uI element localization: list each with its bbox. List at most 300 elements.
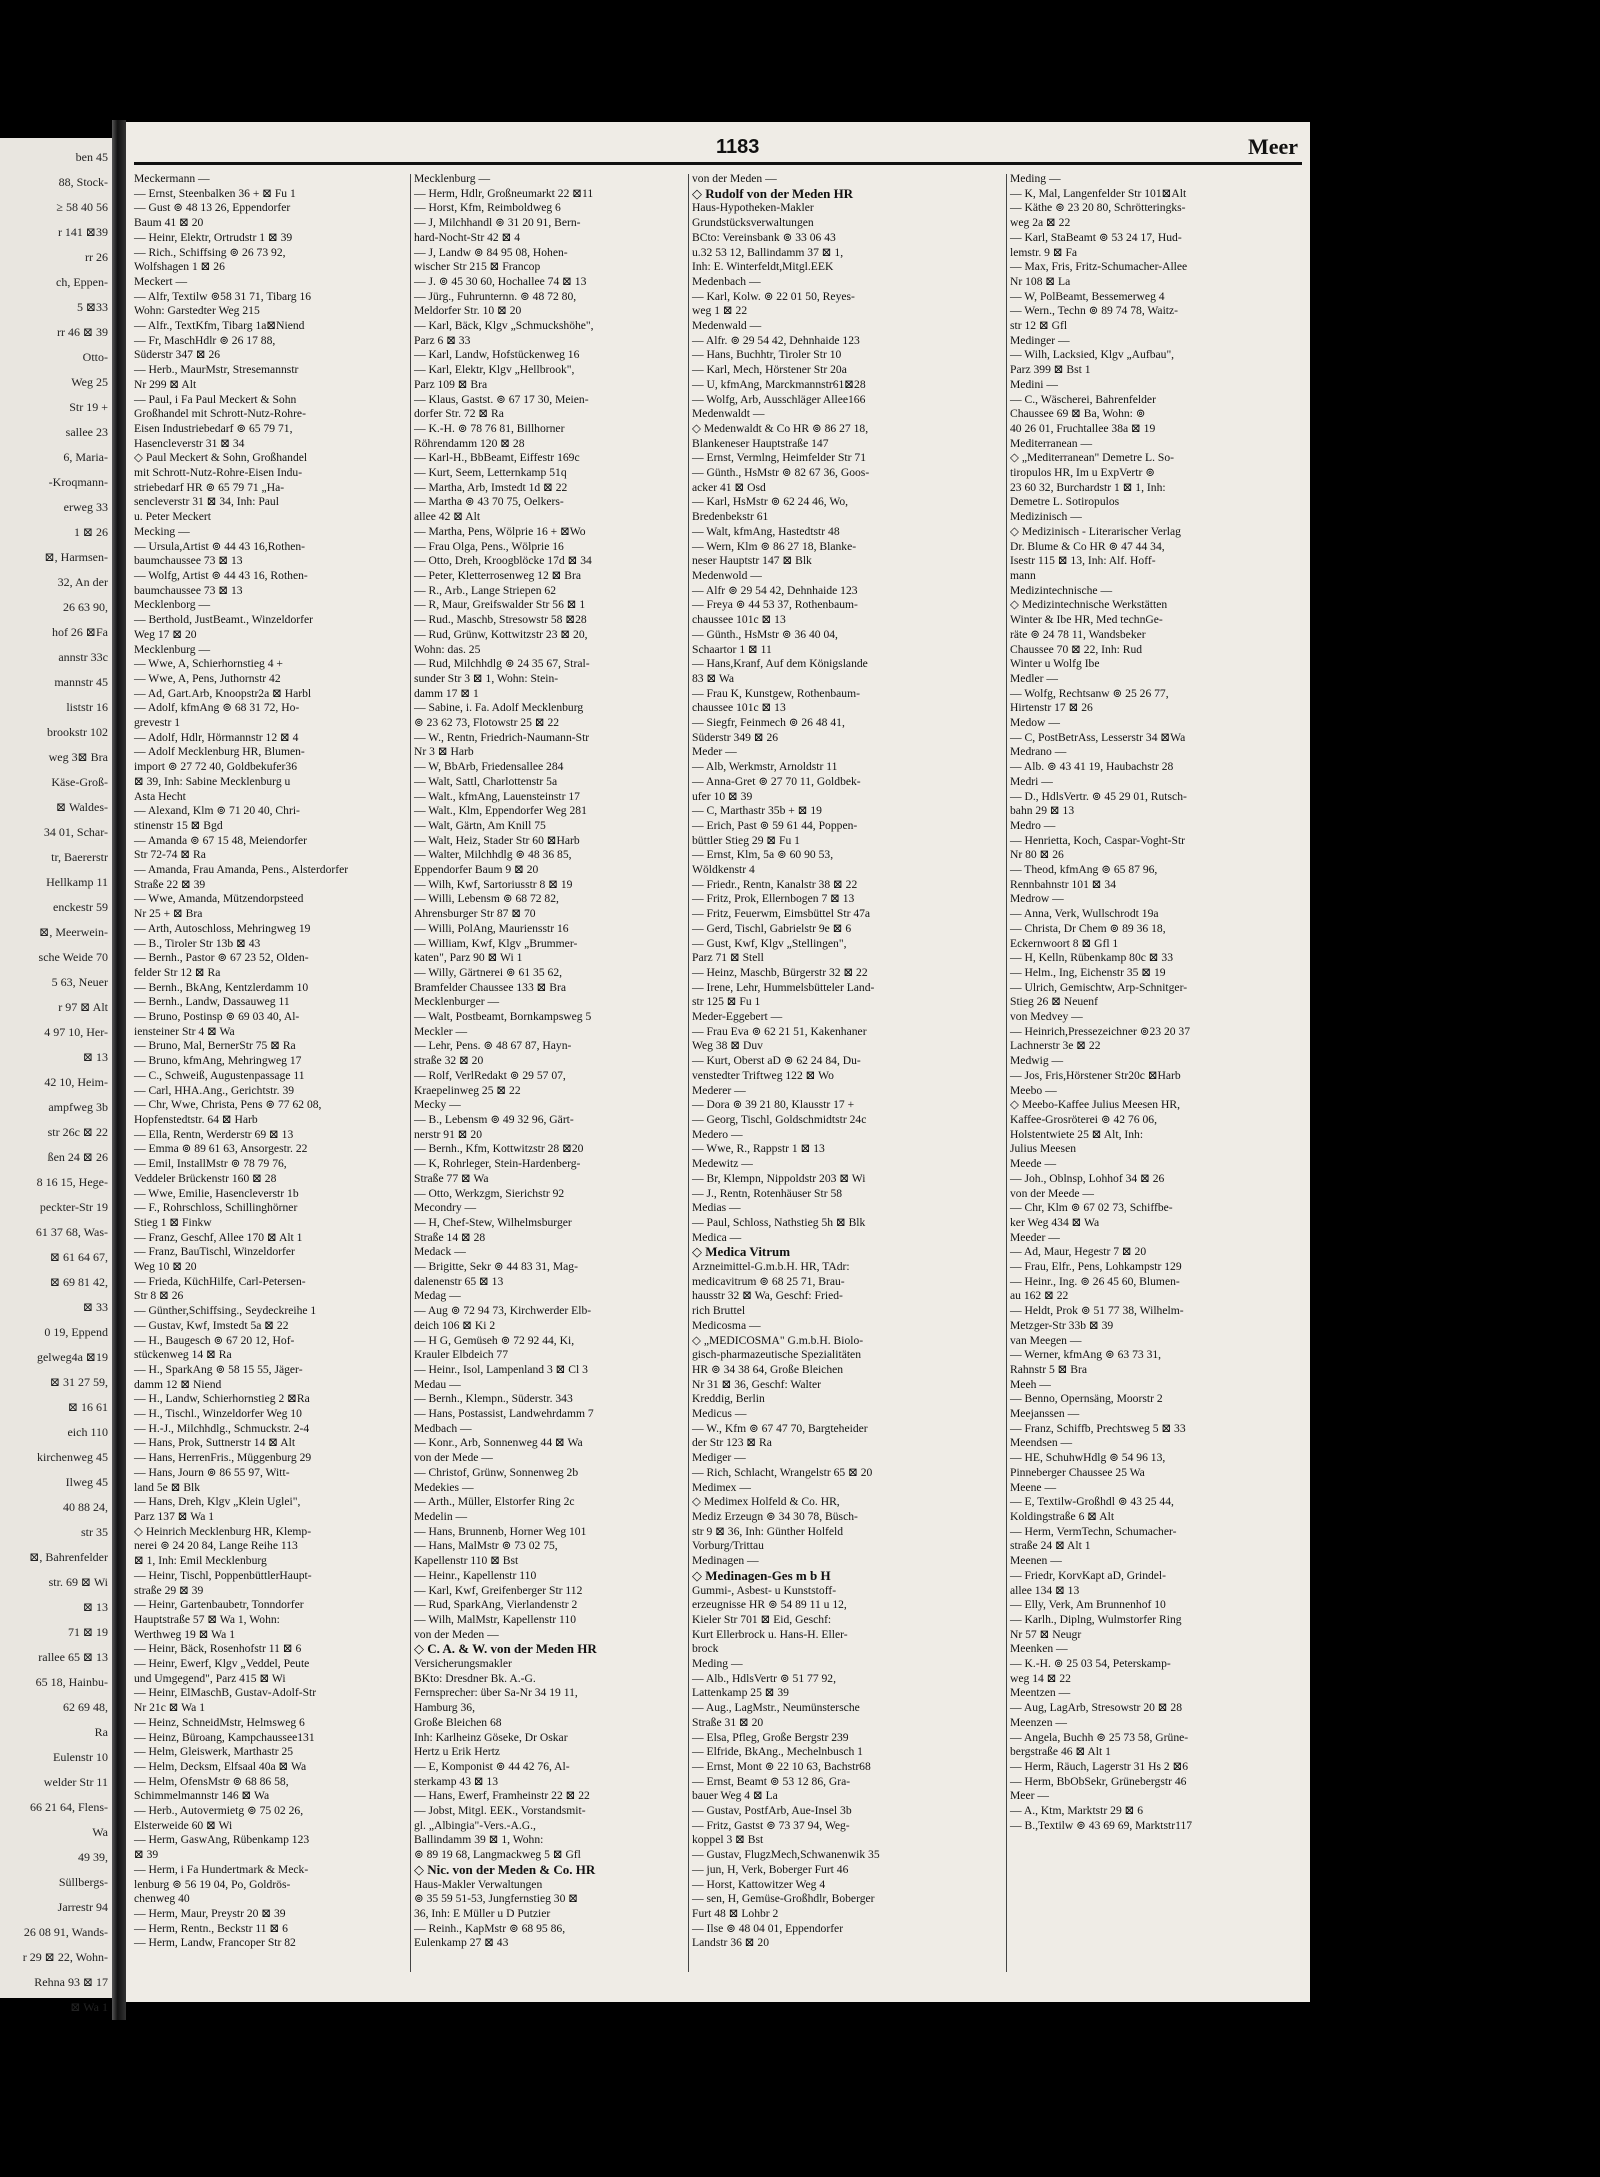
directory-entry: — U, kfmAng, Marckmannstr61⊠28 <box>692 377 866 391</box>
directory-entry: — Helm, Gleiswerk, Marthastr 25 <box>134 1745 294 1759</box>
scan-background <box>1310 0 1600 2177</box>
directory-entry: — C, Marthastr 35b + ⊠ 19 <box>692 804 822 818</box>
directory-entry: — Ad, Maur, Hegestr 7 ⊠ 20 <box>1010 1245 1147 1259</box>
previous-page-fragment: ⊠, Harmsen- <box>44 550 108 564</box>
directory-entry: — Horst, Kfm, Reimboldweg 6 <box>414 201 561 215</box>
directory-entry: — Walt, Postbeamt, Bornkampsweg 5 <box>414 1010 592 1024</box>
directory-entry: Medenwold — <box>692 568 762 582</box>
directory-entry: — Frau, Elfr., Pens, Lohkampstr 129 <box>1010 1260 1182 1274</box>
directory-entry: — Herb., Autovermietg ⊚ 75 02 26, <box>134 1804 304 1818</box>
directory-entry: — Wolfg, Rechtsanw ⊚ 25 26 77, <box>1010 686 1169 700</box>
directory-entry: Meckler — <box>414 1024 468 1038</box>
directory-entry: — Irene, Lehr, Hummelsbütteler Land- <box>692 980 875 994</box>
previous-page-fragment: gelweg4a ⊠19 <box>36 1350 108 1364</box>
previous-page-fragment: r 29 ⊠ 22, Wohn- <box>22 1950 108 1964</box>
directory-entry: — Herm, Maur, Preystr 20 ⊠ 39 <box>134 1906 286 1920</box>
previous-page-fragment: welder Str 11 <box>43 1775 108 1789</box>
page-number: 1183 <box>716 136 760 158</box>
directory-entry: — Heinz, Maschb, Bürgerstr 32 ⊠ 22 <box>692 965 868 979</box>
directory-entry: str 9 ⊠ 36, Inh: Günther Holfeld <box>692 1524 844 1538</box>
directory-entry: — Rud, Milchhdlg ⊚ 24 35 67, Stral- <box>414 657 590 671</box>
directory-entry: — Max, Fris, Fritz-Schumacher-Allee <box>1010 260 1188 274</box>
previous-page-fragment: ⊠ 61 64 67, <box>49 1250 108 1264</box>
directory-entry: — Willi, PolAng, Mauriensstr 16 <box>414 921 569 935</box>
previous-page-fragment: ampfweg 3b <box>48 1100 108 1114</box>
directory-entry: — Aug, LagArb, Stresowstr 20 ⊠ 28 <box>1010 1701 1183 1715</box>
directory-entry: — Hans, Prok, Suttnerstr 14 ⊠ Alt <box>134 1436 296 1450</box>
previous-page-fragment: 32, An der <box>57 575 108 589</box>
page-header <box>126 132 1310 162</box>
directory-entry: — Emil, InstallMstr ⊚ 78 79 76, <box>134 1157 287 1171</box>
directory-entry: — D., HdlsVertr. ⊚ 45 29 01, Rutsch- <box>1010 789 1187 803</box>
directory-entry: — Frau K, Kunstgew, Rothenbaum- <box>692 686 860 700</box>
directory-entry: stinenstr 15 ⊠ Bgd <box>134 818 223 832</box>
directory-entry: Kraepelinweg 25 ⊠ 22 <box>414 1083 521 1097</box>
directory-entry: Weg 17 ⊠ 20 <box>134 627 197 641</box>
directory-entry: Stieg 1 ⊠ Finkw <box>134 1215 212 1229</box>
directory-entry: Kurt Ellerbrock u. Hans-H. Eller- <box>692 1627 848 1641</box>
directory-entry: — Heinr., Kapellenstr 110 <box>414 1568 537 1582</box>
directory-entry: — Friedr., Rentn, Kanalstr 38 ⊠ 22 <box>692 877 858 891</box>
directory-entry: Medri — <box>1010 774 1053 788</box>
directory-entry: — Aug., LagMstr., Neumünstersche <box>692 1701 860 1715</box>
directory-entry: Medekies — <box>414 1480 474 1494</box>
directory-entry: von der Mede — <box>414 1451 493 1465</box>
previous-page-fragment: Weg 25 <box>71 375 108 389</box>
directory-entry: Medizintechnische — <box>1010 583 1113 597</box>
directory-entry: van Meegen — <box>1010 1333 1082 1347</box>
directory-entry: — Gustav, Kwf, Imstedt 5a ⊠ 22 <box>134 1318 289 1332</box>
directory-entry: — Wolfg, Arb, Ausschläger Allee166 <box>692 392 866 406</box>
directory-entry: — Christof, Grünw, Sonnenweg 2b <box>414 1465 579 1479</box>
directory-entry: — Günther,Schiffsing., Seydeckreihe 1 <box>134 1304 317 1318</box>
directory-entry: Chaussee 69 ⊠ Ba, Wohn: ⊚ <box>1010 407 1146 421</box>
directory-entry: allee 42 ⊠ Alt <box>414 510 481 524</box>
directory-entry: Rennbahnstr 101 ⊠ 34 <box>1010 877 1116 891</box>
directory-entry: Wolfshagen 1 ⊠ 26 <box>134 260 225 274</box>
previous-page-fragment: ch, Eppen- <box>56 275 108 289</box>
directory-entry: Medbach — <box>414 1421 472 1435</box>
directory-entry: — Wwe, Amanda, Mützendorpsteed <box>134 892 304 906</box>
directory-entry: Medow — <box>1010 716 1060 730</box>
directory-entry: Hirtenstr 17 ⊠ 26 <box>1010 701 1093 715</box>
directory-entry: — Herm, i Fa Hundertmark & Meck- <box>134 1862 309 1876</box>
directory-entry: — H., SparkAng ⊚ 58 15 55, Jäger- <box>134 1362 303 1376</box>
directory-entry: Fernsprecher: über Sa-Nr 34 19 11, <box>414 1686 578 1700</box>
directory-entry: Medizinisch — <box>1010 510 1082 524</box>
previous-page-fragment: Otto- <box>82 350 108 364</box>
directory-entry: — B., Lebensm ⊚ 49 32 96, Gärt- <box>414 1113 574 1126</box>
directory-entry: Eckernwoort 8 ⊠ Gfl 1 <box>1010 936 1119 950</box>
directory-entry: hard-Nocht-Str 42 ⊠ 4 <box>414 230 520 244</box>
directory-entry: — Elly, Verk, Am Brunnenhof 10 <box>1010 1598 1166 1612</box>
previous-page-fragment: ßen 24 ⊠ 26 <box>47 1150 108 1164</box>
directory-entry: Mecondry — <box>414 1201 477 1215</box>
directory-entry: Meding — <box>1010 172 1061 185</box>
directory-entry: Nr 31 ⊠ 36, Geschf: Walter <box>692 1377 821 1391</box>
previous-page-fragment: r 97 ⊠ Alt <box>58 1000 108 1014</box>
directory-entry: — Chr, Klm ⊚ 67 02 73, Schiffbe- <box>1010 1201 1173 1215</box>
directory-entry: — Otto, Dreh, Kroogblöcke 17d ⊠ 34 <box>414 554 592 568</box>
directory-entry: — R., Arb., Lange Striepen 62 <box>414 583 557 597</box>
directory-entry: sunder Str 3 ⊠ 1, Wohn: Stein- <box>414 671 559 685</box>
directory-entry: bahn 29 ⊠ 13 <box>1010 804 1075 818</box>
previous-page-fragment: r 141 ⊠39 <box>57 225 108 239</box>
directory-entry: Medicus — <box>692 1407 747 1421</box>
previous-page-fragment: 6, Maria- <box>63 450 108 464</box>
directory-entry: — B., Tiroler Str 13b ⊠ 43 <box>134 936 261 950</box>
directory-entry: — J., Rentn, Rotenhäuser Str 58 <box>692 1186 843 1200</box>
directory-entry: — Kurt, Seem, Letternkamp 51q <box>414 466 567 480</box>
previous-page-fragment: 62 69 48, <box>63 1700 108 1714</box>
previous-page-fragment: annstr 33c <box>58 650 108 664</box>
directory-entry: — Alfr ⊚ 29 54 42, Dehnhaide 123 <box>692 583 858 597</box>
directory-entry: — Herm, Rentn., Beckstr 11 ⊠ 6 <box>134 1921 288 1935</box>
directory-entry: — Bruno, Mal, BernerStr 75 ⊠ Ra <box>134 1039 296 1053</box>
directory-entry: — Berthold, JustBeamt., Winzeldorfer <box>134 613 313 627</box>
directory-entry: Meder-Eggebert — <box>692 1010 783 1024</box>
directory-entry: Meldorfer Str. 10 ⊠ 20 <box>414 304 522 318</box>
directory-entry: Medenwald — <box>692 319 762 333</box>
directory-entry: — Alb. ⊚ 43 41 19, Haubachstr 28 <box>1010 760 1174 774</box>
directory-entry: Nr 25 + ⊠ Bra <box>134 907 203 921</box>
directory-entry: damm 17 ⊠ 1 <box>414 686 479 700</box>
directory-entry: nerstr 91 ⊠ 20 <box>414 1127 482 1141</box>
column-4 <box>1010 172 1310 1833</box>
directory-entry: — Heinr., Isol, Lampenland 3 ⊠ Cl 3 <box>414 1362 588 1376</box>
directory-entry: Medinagen — <box>692 1554 759 1568</box>
directory-entry: büttler Stieg 29 ⊠ Fu 1 <box>692 833 800 847</box>
directory-entry: — Rud., Maschb, Stresowstr 58 ⊠28 <box>414 613 587 627</box>
directory-entry: — Bernh., BkAng, Kentzlerdamm 10 <box>134 980 309 994</box>
directory-entry: — Wwe, A, Pens, Juthornstr 42 <box>134 671 281 685</box>
directory-entry: allee 134 ⊠ 13 <box>1010 1583 1080 1597</box>
directory-entry: ◇ Heinrich Mecklenburg HR, Klemp- <box>134 1524 312 1538</box>
directory-entry: Furt 48 ⊠ Lohbr 2 <box>692 1906 779 1920</box>
directory-entry: — Fritz, Gastst ⊚ 73 37 94, Weg- <box>692 1818 850 1832</box>
previous-page-fragment: 1 ⊠ 26 <box>73 525 108 539</box>
directory-entry: — Fritz, Prok, Ellernbogen 7 ⊠ 13 <box>692 892 855 906</box>
header-rule <box>134 162 1302 165</box>
directory-entry: von der Meden — <box>414 1627 499 1641</box>
directory-entry: Versicherungsmakler <box>414 1657 512 1671</box>
directory-entry: Koldingstraße 6 ⊠ Alt <box>1010 1509 1115 1523</box>
directory-entry: — Wilh, Kwf, Sartoriusstr 8 ⊠ 19 <box>414 877 573 891</box>
directory-entry: Mederer — <box>692 1083 746 1097</box>
directory-entry: — Fritz, Feuerwm, Eimsbüttel Str 47a <box>692 907 871 921</box>
previous-page-fragment: 71 ⊠ 19 <box>67 1625 108 1639</box>
previous-page-fragment: 5 63, Neuer <box>51 975 108 989</box>
directory-entry: striebedarf HR ⊚ 65 79 71 „Ha- <box>134 480 285 494</box>
directory-entry: Röhrendamm 120 ⊠ 28 <box>414 436 525 450</box>
directory-entry: mann <box>1010 568 1036 582</box>
directory-entry: koppel 3 ⊠ Bst <box>692 1833 764 1847</box>
directory-entry: Mecking — <box>134 524 190 538</box>
directory-entry: — Frau Olga, Pens., Wölprie 16 <box>414 539 564 553</box>
directory-columns <box>134 172 1302 1982</box>
directory-entry: Winter & Ibe HR, Med technGe- <box>1010 613 1163 627</box>
directory-entry: Medack — <box>414 1245 466 1259</box>
directory-entry: — Erich, Past ⊚ 59 61 44, Poppen- <box>692 818 858 832</box>
previous-page-fragment: str 35 <box>81 1525 108 1539</box>
directory-entry: — C., Schweiß, Augustenpassage 11 <box>134 1068 305 1082</box>
directory-entry: — Heinr, ElMaschB, Gustav-Adolf-Str <box>134 1686 317 1700</box>
directory-entry: Parz 137 ⊠ Wa 1 <box>134 1509 215 1523</box>
directory-entry: — E, Komponist ⊚ 44 42 76, Al- <box>414 1759 570 1773</box>
directory-entry: 23 60 32, Burchardstr 1 ⊠ 1, Inh: <box>1010 480 1166 494</box>
previous-page-fragment: kirchenweg 45 <box>37 1450 108 1464</box>
directory-entry: Parz 6 ⊠ 33 <box>414 333 471 347</box>
directory-entry: — Wwe, R., Rappstr 1 ⊠ 13 <box>692 1142 825 1156</box>
directory-entry: — Heinr, Elektr, Ortrudstr 1 ⊠ 39 <box>134 230 293 244</box>
directory-entry: — Heinz, Büroang, Kampchaussee131 <box>134 1730 315 1744</box>
directory-entry: hausstr 32 ⊠ Wa, Geschf: Fried- <box>692 1289 843 1303</box>
directory-entry: — Henrietta, Koch, Caspar-Voght-Str <box>1010 833 1186 847</box>
directory-entry: chaussee 101c ⊠ 13 <box>692 701 786 715</box>
directory-entry: — Ella, Rentn, Werderstr 69 ⊠ 13 <box>134 1127 294 1141</box>
directory-entry: Wohn: das. 25 <box>414 642 481 656</box>
directory-entry: ◇ Medica Vitrum <box>692 1244 791 1260</box>
directory-entry: u.32 53 12, Ballindamm 37 ⊠ 1, <box>692 245 844 259</box>
directory-entry: ufer 10 ⊠ 39 <box>692 789 753 803</box>
directory-entry: Winter u Wolfg Ibe <box>1010 657 1100 671</box>
directory-entry: — Ernst, Beamt ⊚ 53 12 86, Gra- <box>692 1774 851 1788</box>
directory-entry: Hauptstraße 57 ⊠ Wa 1, Wohn: <box>134 1612 280 1626</box>
directory-entry: Nr 299 ⊠ Alt <box>134 377 197 391</box>
directory-entry: Nr 3 ⊠ Harb <box>414 745 474 759</box>
directory-entry: Inh: E. Winterfeldt,Mitgl.EEK <box>692 260 834 274</box>
previous-page-fragment: ⊠ Wa 1 <box>70 2000 108 2014</box>
directory-entry: Mediterranean — <box>1010 436 1093 450</box>
directory-entry: von der Meede — <box>1010 1186 1095 1200</box>
directory-entry: — Fr, MaschHdlr ⊚ 26 17 88, <box>134 333 276 347</box>
directory-entry: Lattenkamp 25 ⊠ 39 <box>692 1686 789 1700</box>
directory-entry: Mediger — <box>692 1451 746 1465</box>
directory-entry: Str 8 ⊠ 26 <box>134 1289 184 1303</box>
directory-entry: — Alexand, Klm ⊚ 71 20 40, Chri- <box>134 804 300 818</box>
directory-entry: — Karl, Kwf, Greifenberger Str 112 <box>414 1583 583 1597</box>
previous-page-fragment: peckter-Str 19 <box>39 1200 108 1214</box>
directory-entry: gisch-pharmazeutische Spezialitäten <box>692 1348 862 1362</box>
directory-entry: Dr. Blume & Co HR ⊚ 47 44 34, <box>1010 539 1165 553</box>
directory-entry: — Hans, Brunnenb, Horner Weg 101 <box>414 1524 587 1538</box>
directory-entry: Str 72-74 ⊠ Ra <box>134 848 206 862</box>
directory-entry: — Alfr, Textilw ⊚58 31 71, Tibarg 16 <box>134 289 312 303</box>
previous-page-fragment: ⊠, Meerwein- <box>39 925 108 939</box>
directory-entry: — Chr, Wwe, Christa, Pens ⊚ 77 62 08, <box>134 1098 322 1112</box>
directory-entry: Kreddig, Berlin <box>692 1392 765 1406</box>
directory-entry: Hasencleverstr 31 ⊠ 34 <box>134 436 245 450</box>
directory-entry: chenweg 40 <box>134 1892 190 1906</box>
directory-entry: — Heinrich,Pressezeichner ⊚23 20 37 <box>1010 1024 1191 1038</box>
directory-entry: — Amanda, Frau Amanda, Pens., Alsterdorfer <box>134 863 349 877</box>
directory-entry: ker Weg 434 ⊠ Wa <box>1010 1215 1100 1229</box>
directory-entry: — Ernst, Steenbalken 36 + ⊠ Fu 1 <box>134 186 296 200</box>
directory-entry: Medimex — <box>692 1480 751 1494</box>
directory-entry: — Ilse ⊚ 48 04 01, Eppendorfer <box>692 1921 844 1935</box>
directory-entry: Nr 108 ⊠ La <box>1010 274 1071 288</box>
directory-entry: — Wwe, Emilie, Hasencleverstr 1b <box>134 1186 299 1200</box>
previous-page-fragment: 8 16 15, Hege- <box>36 1175 108 1189</box>
directory-entry: Straße 31 ⊠ 20 <box>692 1715 764 1729</box>
directory-entry: — Heinr., Ing. ⊚ 26 45 60, Blumen- <box>1010 1274 1180 1288</box>
previous-page-fragment: Hellkamp 11 <box>46 875 108 889</box>
directory-entry: Medag — <box>414 1289 461 1303</box>
directory-entry: Mecklenburger — <box>414 995 500 1009</box>
directory-entry: — Joh., Oblnsp, Lohhof 34 ⊠ 26 <box>1010 1171 1165 1185</box>
column-2 <box>414 172 682 1951</box>
directory-entry: weg 14 ⊠ 22 <box>1010 1671 1071 1685</box>
directory-entry: — Elfride, BkAng., Mechelnbusch 1 <box>692 1745 863 1759</box>
directory-entry: — H, Chef-Stew, Wilhelmsburger <box>414 1215 572 1229</box>
directory-entry: weg 1 ⊠ 22 <box>692 304 748 318</box>
previous-page-fragment: mannstr 45 <box>54 675 108 689</box>
directory-entry: — Brigitte, Sekr ⊚ 44 83 31, Mag- <box>414 1260 578 1274</box>
directory-entry: 36, Inh: E Müller u D Putzier <box>414 1906 551 1920</box>
directory-entry: Meer — <box>1010 1789 1049 1803</box>
directory-entry: felder Str 12 ⊠ Ra <box>134 965 221 979</box>
directory-entry: erzeugnisse HR ⊚ 54 89 11 u 12, <box>692 1598 847 1612</box>
directory-entry: Meenen — <box>1010 1554 1062 1568</box>
directory-entry: medicavitrum ⊚ 68 25 71, Brau- <box>692 1274 845 1288</box>
directory-entry: tiropulos HR, Im u ExpVertr ⊚ <box>1010 466 1155 480</box>
directory-entry: — Martha, Arb, Imstedt 1d ⊠ 22 <box>414 480 568 494</box>
directory-entry: — Jos, Fris,Hörstener Str20c ⊠Harb <box>1010 1068 1181 1082</box>
directory-entry: — Bernh., Kfm, Kottwitzstr 28 ⊠20 <box>414 1142 584 1156</box>
directory-entry: Hertz u Erik Hertz <box>414 1745 500 1759</box>
directory-entry: — Alb., HdlsVertr ⊚ 51 77 92, <box>692 1671 837 1685</box>
previous-page-fragment: enckestr 59 <box>53 900 108 914</box>
directory-entry: — Benno, Opernsäng, Moorstr 2 <box>1010 1392 1163 1406</box>
directory-entry: — Hans, Buchhtr, Tiroler Str 10 <box>692 348 842 362</box>
previous-page-fragment: rr 46 ⊠ 39 <box>56 325 108 339</box>
directory-entry: Baum 41 ⊠ 20 <box>134 216 204 230</box>
directory-entry: Vorburg/Trittau <box>692 1539 764 1553</box>
previous-page-fragment: brookstr 102 <box>47 725 108 739</box>
directory-entry: Medewitz — <box>692 1157 753 1171</box>
directory-entry: Elsterweide 60 ⊠ Wi <box>134 1818 233 1832</box>
previous-page-fragment: 34 01, Schar- <box>43 825 108 839</box>
directory-entry: — Heldt, Prok ⊚ 51 77 38, Wilhelm- <box>1010 1304 1184 1318</box>
directory-entry: Meede — <box>1010 1157 1057 1171</box>
directory-entry: — Hans, MalMstr ⊚ 73 02 75, <box>414 1539 558 1553</box>
directory-entry: — Käthe ⊚ 23 20 80, Schrötteringks- <box>1010 201 1186 215</box>
previous-page-fragment: 4 97 10, Her- <box>44 1025 108 1039</box>
directory-entry: straße 29 ⊠ 39 <box>134 1583 204 1597</box>
directory-entry: Meeder — <box>1010 1230 1060 1244</box>
directory-entry: str 125 ⊠ Fu 1 <box>692 995 761 1009</box>
directory-entry: Medenwaldt — <box>692 407 765 421</box>
directory-entry: — Ulrich, Gemischtw, Arp-Schnitger- <box>1010 980 1188 994</box>
directory-entry: Landstr 36 ⊠ 20 <box>692 1936 770 1950</box>
directory-entry: — Wern., Techn ⊚ 89 74 78, Waitz- <box>1010 304 1179 318</box>
previous-page-fragment: ⊠ Waldes- <box>56 800 108 814</box>
directory-entry: — Ad, Gart.Arb, Knoopstr2a ⊠ Harbl <box>134 686 312 700</box>
directory-entry: Kieler Str 701 ⊠ Eid, Geschf: <box>692 1612 832 1626</box>
directory-entry: von der Meden — <box>692 172 777 185</box>
previous-page-fragment: Jarrestr 94 <box>57 1900 108 1914</box>
previous-page-fragment: 26 08 91, Wands- <box>23 1925 108 1939</box>
directory-entry: ◇ „MEDICOSMA" G.m.b.H. Biolo- <box>692 1333 864 1347</box>
previous-page-fragment: -Kroqmann- <box>48 475 108 489</box>
directory-entry: — R, Maur, Greifswalder Str 56 ⊠ 1 <box>414 598 586 612</box>
directory-entry: — H G, Gemüseh ⊚ 72 92 44, Ki, <box>414 1333 575 1347</box>
directory-entry: — Arth., Müller, Elstorfer Ring 2c <box>414 1495 575 1509</box>
previous-page-fragment: ≥ 58 40 56 <box>56 200 108 214</box>
directory-entry: — Werner, kfmAng ⊚ 63 73 31, <box>1010 1348 1162 1362</box>
directory-entry: Meendsen — <box>1010 1436 1073 1450</box>
previous-page-fragment: 49 39, <box>78 1850 108 1864</box>
directory-entry: — Heinr, Ewerf, Klgv „Veddel, Peute <box>134 1657 310 1671</box>
directory-entry: — Christa, Dr Chem ⊚ 89 36 18, <box>1010 921 1166 935</box>
directory-entry: ⊠ 1, Inh: Emil Mecklenburg <box>134 1554 267 1568</box>
directory-entry: Ahrensburger Str 87 ⊠ 70 <box>414 907 536 921</box>
directory-entry: — Walt., kfmAng, Lauensteinstr 17 <box>414 789 580 803</box>
directory-entry: — Günth., HsMstr ⊚ 36 40 04, <box>692 627 838 641</box>
directory-entry: Große Bleichen 68 <box>414 1715 502 1729</box>
previous-page-fragment: ⊠ 33 <box>82 1300 108 1314</box>
previous-page-fragment: eich 110 <box>67 1425 108 1439</box>
directory-entry: sencleverstr 31 ⊠ 34, Inh: Paul <box>134 495 279 509</box>
directory-entry: Nr 21c ⊠ Wa 1 <box>134 1701 206 1715</box>
directory-entry: — Dora ⊚ 39 21 80, Klausstr 17 + <box>692 1098 855 1112</box>
book-gutter <box>112 120 126 2020</box>
directory-entry: katen", Parz 90 ⊠ Wi 1 <box>414 951 523 965</box>
directory-entry: — Gustav, PostfArb, Aue-Insel 3b <box>692 1804 852 1818</box>
directory-entry: — Karlh., Diplng, Wulmstorfer Ring <box>1010 1612 1182 1626</box>
directory-entry: — Klaus, Gastst. ⊚ 67 17 30, Meien- <box>414 392 589 406</box>
directory-entry: u. Peter Meckert <box>134 510 211 524</box>
directory-entry: Werthweg 19 ⊠ Wa 1 <box>134 1627 236 1641</box>
directory-entry: Bredenbekstr 61 <box>692 510 769 524</box>
directory-entry: ⊠ 39, Inh: Sabine Mecklenburg u <box>134 774 291 788</box>
directory-entry: — Karl, StaBeamt ⊚ 53 24 17, Hud- <box>1010 230 1182 244</box>
directory-entry: acker 41 ⊠ Osd <box>692 480 766 494</box>
directory-entry: — Jobst, Mitgl. EEK., Vorstandsmit- <box>414 1804 586 1818</box>
directory-entry: gl. „Albingia"-Vers.-A.G., <box>414 1818 536 1832</box>
previous-page-fragment: Eulenstr 10 <box>53 1750 108 1764</box>
directory-entry: Meenken — <box>1010 1642 1068 1656</box>
directory-entry: Medau — <box>414 1377 461 1391</box>
directory-entry: BKto: Dresdner Bk. A.-G. <box>414 1671 536 1685</box>
directory-entry: — Hans, Ewerf, Framheinstr 22 ⊠ 22 <box>414 1789 590 1803</box>
directory-entry: — Ursula,Artist ⊚ 44 43 16,Rothen- <box>134 539 306 553</box>
directory-entry: Wöldkenstr 4 <box>692 863 755 877</box>
directory-entry: ⊚ 89 19 68, Langmackweg 5 ⊠ Gfl <box>414 1848 581 1862</box>
directory-entry: — Theod, kfmAng ⊚ 65 87 96, <box>1010 863 1158 877</box>
directory-entry: ◇ C. A. & W. von der Meden HR <box>414 1641 597 1657</box>
directory-entry: — Otto, Werkzgm, Sierichstr 92 <box>414 1186 565 1200</box>
directory-entry: Medrano — <box>1010 745 1067 759</box>
directory-entry: — Arth, Autoschloss, Mehringweg 19 <box>134 921 311 935</box>
directory-entry: bergstraße 46 ⊠ Alt 1 <box>1010 1745 1111 1759</box>
directory-entry: räte ⊚ 24 78 11, Wandsbeker <box>1010 627 1146 641</box>
previous-page-fragment: str. 69 ⊠ Wi <box>48 1575 108 1589</box>
directory-entry: Nr 80 ⊠ 26 <box>1010 848 1064 862</box>
directory-entry: Meckert — <box>134 274 188 288</box>
directory-entry: rich Bruttel <box>692 1304 746 1318</box>
directory-entry: — Alfr. ⊚ 29 54 42, Dehnhaide 123 <box>692 333 860 347</box>
directory-entry: Gummi-, Asbest- u Kunststoff- <box>692 1583 837 1597</box>
directory-entry: — Adolf, kfmAng ⊚ 68 31 72, Ho- <box>134 701 300 715</box>
directory-entry: venstedter Triftweg 122 ⊠ Wo <box>692 1068 834 1082</box>
directory-page <box>126 122 1310 2002</box>
directory-entry: Meder — <box>692 745 737 759</box>
directory-entry: Medero — <box>692 1127 743 1141</box>
directory-entry: — J. ⊚ 45 30 60, Hochallee 74 ⊠ 13 <box>414 274 587 288</box>
directory-entry: Meding — <box>692 1657 743 1671</box>
directory-entry: ◇ Medenwaldt & Co HR ⊚ 86 27 18, <box>692 421 869 435</box>
